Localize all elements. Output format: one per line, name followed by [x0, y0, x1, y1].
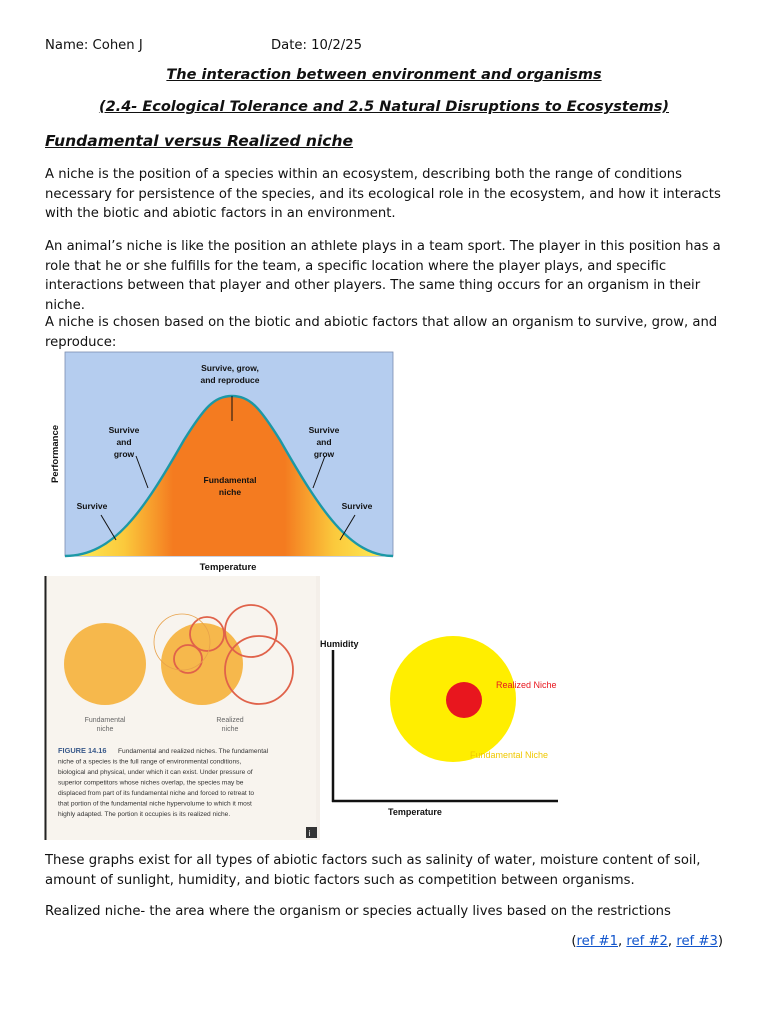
label-fundamental-niche-2: niche	[96, 726, 114, 733]
section-heading: Fundamental versus Realized niche	[45, 132, 354, 150]
caption-line-4: superior competitors whose niches overlap, the species may be	[58, 779, 244, 787]
caption-line-1: Fundamental and realized niches. The fundamental	[118, 748, 269, 755]
label-right-and: and	[316, 437, 332, 447]
label-survive-grow-reproduce-2: and reproduce	[200, 375, 260, 385]
name-line: Name: Cohen J	[45, 38, 143, 53]
references-line: (ref #1, ref #2, ref #3)	[571, 934, 723, 949]
label-right-grow: grow	[313, 449, 335, 459]
label-left-survive: Survive	[108, 425, 140, 435]
reference-link-2[interactable]: ref #2	[626, 934, 668, 949]
realized-niche-area	[446, 682, 482, 718]
textbook-niche-figure	[44, 576, 320, 840]
svg-text:i: i	[308, 829, 311, 838]
label-niche: niche	[218, 487, 242, 497]
performance-curve-figure	[44, 350, 394, 575]
label-fundamental: Fundamental	[203, 475, 257, 485]
y-axis-label: Performance	[50, 424, 61, 484]
y-axis-label: Humidity	[320, 639, 359, 649]
fundamental-niche-label: Fundamental Niche	[470, 750, 549, 760]
caption-line-3: biological and physical, under which it can exist. Under pressure of	[58, 769, 253, 776]
date-line: Date: 10/2/25	[271, 38, 362, 53]
paragraph-realized-niche: Realized niche- the area where the organism or species actually lives based on the restrictions	[45, 904, 671, 919]
label-realized-niche-2: niche	[221, 726, 239, 733]
label-left-grow: grow	[113, 449, 135, 459]
fundamental-niche-circle	[64, 623, 146, 705]
reference-link-3[interactable]: ref #3	[676, 934, 718, 949]
label-fundamental-niche-1: Fundamental	[84, 717, 126, 724]
label-left-survive-low: Survive	[76, 501, 108, 511]
paragraph-graph-types: These graphs exist for all types of abiotic factors such as salinity of water, moisture content of soil, amount of sunlight, humidity, and biotic factors such as competition between organisms.	[45, 853, 701, 888]
humidity-temperature-figure	[318, 630, 563, 825]
x-axis-label: Temperature	[199, 562, 257, 573]
caption-line-2: niche of a species is the full range of environmental conditions,	[58, 758, 242, 766]
page-subtitle: (2.4- Ecological Tolerance and 2.5 Natural Disruptions to Ecosystems)	[98, 99, 670, 115]
figure-caption-title: FIGURE 14.16	[58, 746, 107, 755]
label-realized-niche-1: Realized	[216, 717, 244, 724]
paragraph-niche-factors: A niche is chosen based on the biotic and abiotic factors that allow an organism to survive, grow, and reproduce:	[45, 315, 718, 350]
paragraph-athlete-analogy: An animal’s niche is like the position an athlete plays in a team sport. The player in this position has a role that he or she fulfills for the team, a specific location where the player plays, and specific interactions between that player and other players. The same thing occurs for an organism in their niche.	[45, 239, 721, 313]
page-title: The interaction between environment and organisms	[166, 67, 602, 83]
label-right-survive: Survive	[308, 425, 340, 435]
paragraph-niche-definition: A niche is the position of a species within an ecosystem, describing both the range of conditions necessary for persistence of the species, and its ecological role in the ecosystem, and how it interacts with the biotic and abiotic factors in an environment.	[45, 167, 721, 221]
label-right-survive-low: Survive	[341, 501, 373, 511]
caption-line-6: that portion of the fundamental niche hypervolume to which it most	[58, 800, 252, 808]
label-survive-grow-reproduce-1: Survive, grow,	[201, 363, 259, 373]
realized-niche-label: Realized Niche	[496, 680, 557, 690]
reference-link-1[interactable]: ref #1	[576, 934, 618, 949]
x-axis-label: Temperature	[388, 807, 442, 817]
caption-line-5: displaced from part of its fundamental niche and forced to retreat to	[58, 790, 255, 797]
caption-line-7: highly adapted. The portion it occupies is its realized niche.	[58, 811, 231, 818]
label-left-and: and	[116, 437, 132, 447]
